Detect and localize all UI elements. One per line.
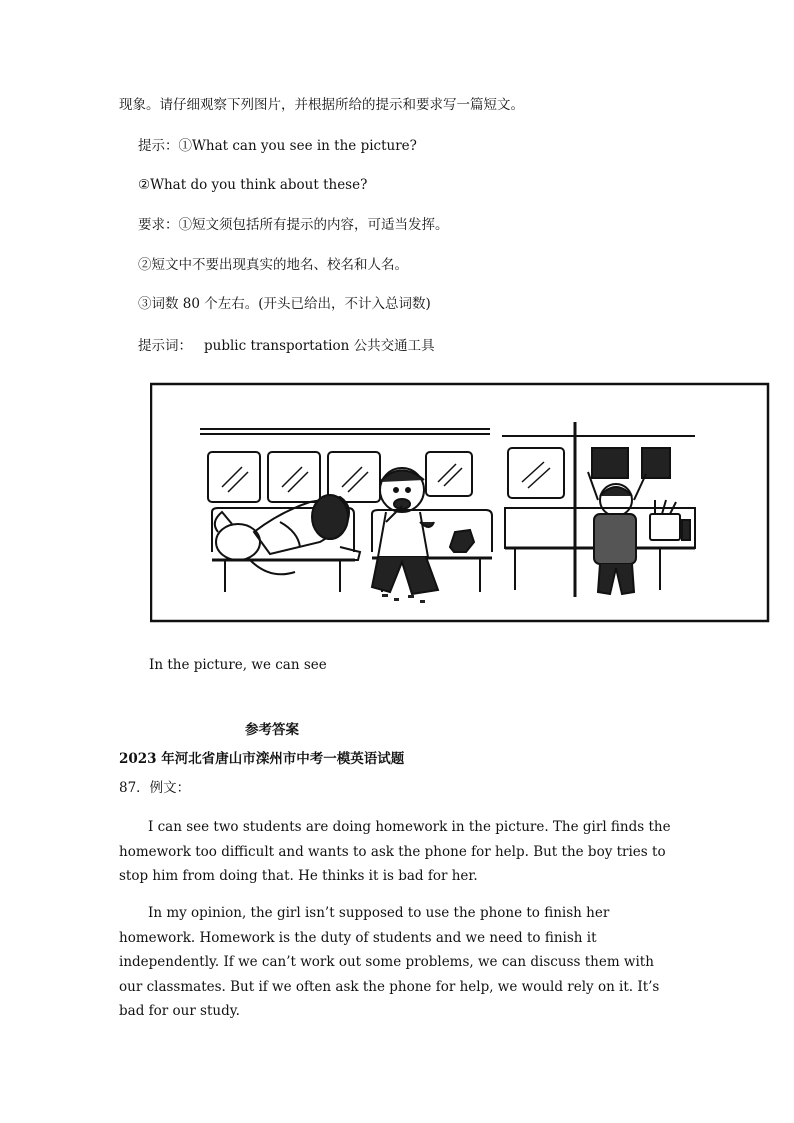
requirement-2: ②短文中不要出现真实的地名、校名和人名。: [138, 257, 408, 273]
requirements-label: 要求：: [138, 217, 179, 233]
requirement-1: [138, 216, 449, 234]
exam-title: 2023 年河北省唐山市滦州市中考一模英语试题: [119, 751, 405, 767]
answer-heading: 参考答案: [245, 722, 299, 738]
requirement-r1: ①短文须包括所有提示的内容，可适当发挥。: [178, 217, 449, 233]
hint-words: [138, 337, 435, 355]
hint-q1: ①What can you see in the picture?: [178, 138, 417, 154]
hint-2: ②What do you think about these?: [138, 177, 368, 193]
opening-line: In the picture, we can see: [149, 657, 327, 673]
hints-label: 提示：: [138, 138, 179, 154]
requirement-3: ③词数 80 个左右。(开头已给出，不计入总词数): [138, 296, 431, 312]
hint-1: [138, 137, 417, 155]
item-label: 87．例文：: [119, 780, 191, 796]
sample-essay-paragraph-1: I can see two students are doing homework in the picture. The girl finds the homework too difficult and wants to ask the phone for help. But the boy tries to stop him from doing that. He thinks it is bad for her.: [119, 819, 671, 884]
subway-car-cartoon-icon: [150, 382, 770, 625]
sample-essay-paragraph-2: In my opinion, the girl isn’t supposed to use the phone to finish her homework. Homework is the duty of students and we need to finish it independently. If we can’t work out some problems, we can discuss them with our classmates. But if we often ask the phone for help, we would rely on it. It’s bad for our study.: [119, 905, 660, 1019]
hint-words-value: public transportation 公共交通工具: [204, 338, 435, 354]
intro-line: 现象。请仔细观察下列图片，并根据所给的提示和要求写一篇短文。: [119, 97, 524, 113]
hint-words-label: 提示词：: [138, 338, 192, 354]
